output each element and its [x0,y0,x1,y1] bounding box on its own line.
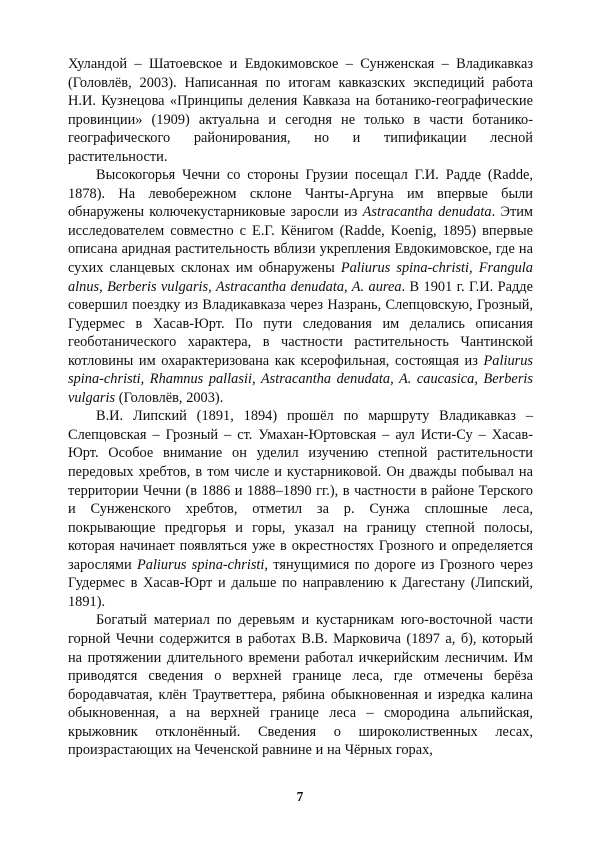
text-run: . В 1901 г. Г.И. Радде совершил поездку из Владикавказа через Назрань, Слепцовскую, Грозный, Гудермес в Хасав-Юрт. По пути следования им делались описания геоботанического характера, в частности растительность Чантинской котловины им охарактеризована как ксерофильная, состоящая из [68,278,533,369]
body-text-column [68,55,533,760]
text-run: В.И. Липский (1891, 1894) прошёл по маршруту Владикавказ – Слепцовская – Грозный – ст. Умахан-Юртовская – аул Исти-Су – Хасав-Юрт. Особое внимание он уделил изучению степной растительности передовых хребтов, в том числе и кустарниковой. Он дважды побывал на территории Чечни (в 1886 и 1888–1890 гг.), в частности в районе Терского и Сунженского хребтов, отметил за р. Сунжа сплошные леса, покрывающие предгорья и горы, указал на границу степной полосы, которая начинает появляться уже в окрестностях Грозного и определяется зарослями [68,408,533,573]
text-run: Высокогорья Чечни со стороны Грузии посещал Г.И. Радде (Radde, 1878). На левобережном склоне Чанты-Аргуна им впервые были обнаружены колючекустарниковые заросли из [68,167,533,221]
page-number: 7 [296,789,304,804]
text-run: . Этим исследователем совместно с Е.Г. Кёнигом (Radde, Koenig, 1895) впервые описана аридная растительность вблизи укрепления Евдокимовское, где на сухих сланцевых склонах им обнаружены [68,204,533,277]
text-run: , тянущимися по дороге из Грозного через Гудермес в Хасав-Юрт и дальше по направлению к Дагестану (Липский, 1891). [68,556,533,610]
text-run: (Головлёв, 2003). [115,389,224,406]
paragraph-3 [68,407,533,611]
species-name: Astracantha denudata [362,204,492,221]
species-name: Paliurus spina-christi, Frangula alnus, Berberis vulgaris, Astracantha denudata, A. aurea [68,260,533,295]
paragraph-2 [68,166,533,407]
text-run: Хуландой – Шатоевское и Евдокимовское – Сунженская – Владикавказ (Головлёв, 2003). Написанная по итогам кавказских экспедиций работа Н.И. Кузнецова «Принципы деления Кавказа на ботанико-географические провинции» (1909) актуальна и сегодня не только в части ботанико-географического районирования, но и типификации лесной растительности. [68,56,533,165]
text-run: Богатый материал по деревьям и кустарникам юго-восточной части горной Чечни содержится в работах В.В. Марковича (1897 а, б), который на протяжении длительного времени работал ичкерийским лесничим. Им приводятся сведения о верхней границе леса, где отмечены берёза бородавчатая, клён Траутветтера, рябина обыкновенная и изредка калина обыкновенная, а на верхней границе леса – смородина альпийская, крыжовник отклонённый. Сведения о широколиственных лесах, произрастающих на Чеченской равнине и на Чёрных горах, [68,612,533,759]
species-name: Paliurus spina-christi [136,556,265,573]
paragraph-4 [68,611,533,759]
paragraph-1 [68,55,533,166]
species-name: Paliurus spina-christi, Rhamnus pallasii, Astracantha denudata, A. caucasica, Berberis vulgaris [68,352,533,406]
